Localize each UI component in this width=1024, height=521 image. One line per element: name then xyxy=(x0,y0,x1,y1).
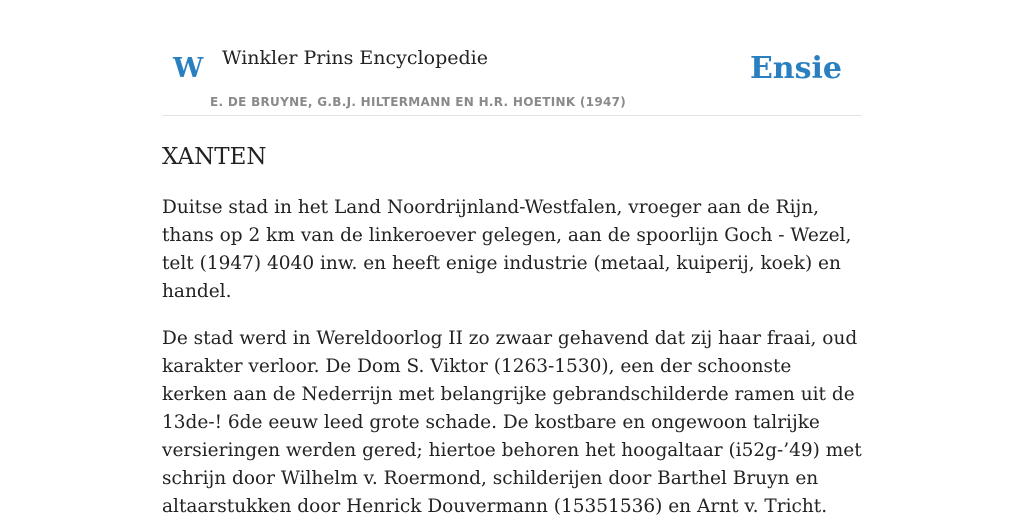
publication-title[interactable]: Winkler Prins Encyclopedie xyxy=(222,47,488,69)
entry-title: XANTEN xyxy=(162,144,267,170)
entry-paragraph-1: Duitse stad in het Land Noordrijnland-Westfalen, vroeger aan de Rijn, thans op 2 km van de linkeroever gelegen, aan de spoorlijn Goch - Wezel, telt (1947) 4040 inw. en heeft enige industrie (metaal, kuiperij, koek) en handel. xyxy=(162,197,852,302)
encyclopedia-page xyxy=(162,0,862,521)
ensie-brand-link[interactable]: Ensie xyxy=(749,51,842,86)
entry-paragraph-2: De stad werd in Wereldoorlog II zo zwaar gehavend dat zij haar fraai, oud karakter verloor. De Dom S. Viktor (1263-1530), een der schoonste kerken aan de Nederrijn met belangrijke gebrandschilderde ramen uit de 13de-! 6de eeuw leed grote schade. De kostbare en ongewoon talrijke versieringen werden gered; hiertoe behoren het hoogaltaar (i52g-’49) met schrijn door Wilhelm v. Roermond, schilderijen door Barthel Bruyn en altaarstukken door Henrick Douvermann (15351536) en Arnt v. Tricht. xyxy=(162,328,862,517)
page-header xyxy=(162,0,862,116)
publication-authors: E. DE BRUYNE, G.B.J. HILTERMANN EN H.R. HOETINK (1947) xyxy=(210,95,627,109)
winkler-prins-logo[interactable]: W xyxy=(173,53,204,84)
